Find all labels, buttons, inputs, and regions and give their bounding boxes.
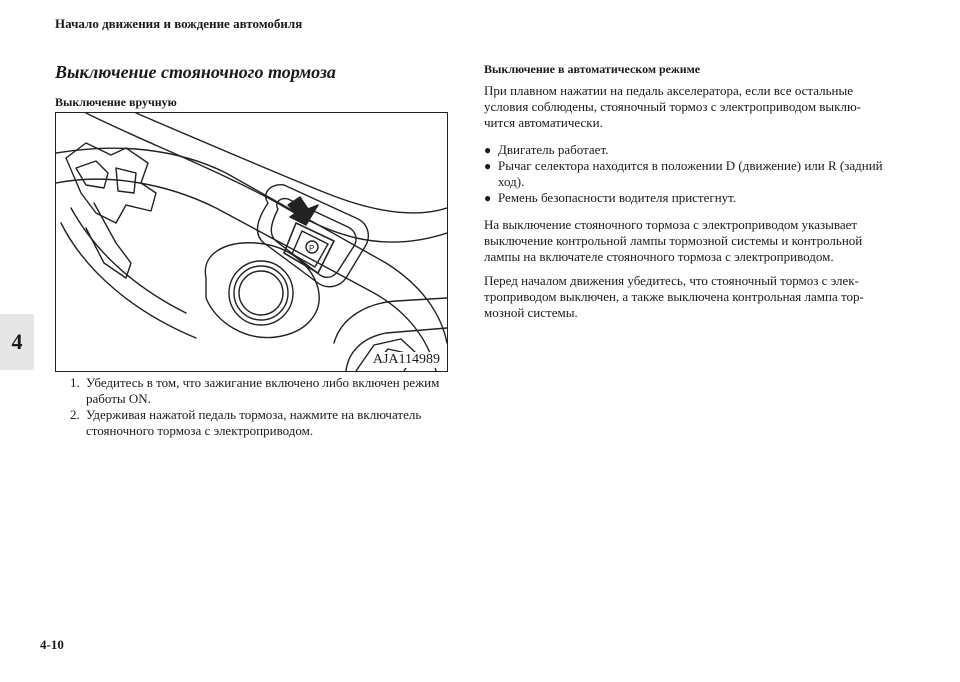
section-title: Выключение стояночного тормоза — [55, 62, 336, 82]
console-illustration — [56, 113, 447, 371]
manual-release-subheading: Выключение вручную — [55, 95, 177, 109]
manual-release-steps — [70, 375, 450, 439]
bullet-icon: ● — [484, 191, 492, 205]
step-text: Удерживая нажатой педаль тормоза, нажмите на включатель стояночного тормоза с электроприводом. — [86, 407, 422, 438]
page-number: 4-10 — [40, 637, 64, 652]
bullet-icon: ● — [484, 159, 492, 173]
before-driving-paragraph: Перед началом движения убедитесь, что стояночный тормоз с элек-троприводом выключен, а также выключена контрольная лампа тор-мозной системы. — [484, 273, 864, 320]
list-item — [484, 158, 884, 190]
indicator-paragraph: На выключение стояночного тормоза с электроприводом указывает выключение контрольной лампы тормозной системы и контрольной лампы на включателе стояночного тормоза с электроприводом. — [484, 217, 863, 264]
svg-text:P: P — [309, 244, 315, 253]
auto-release-intro: При плавном нажатии на педаль акселератора, если все остальные условия соблюдены, стояночный тормоз с электроприводом выклю-чится автоматически. — [484, 83, 862, 130]
bullet-icon: ● — [484, 143, 492, 157]
bullet-text: Двигатель работает. — [498, 142, 609, 157]
bullet-text: Рычаг селектора находится в положении D (движение) или R (задний ход). — [498, 158, 883, 189]
chapter-number: 4 — [11, 329, 23, 354]
step-text: Убедитесь в том, что зажигание включено либо включен режим работы ON. — [86, 375, 440, 406]
list-item — [70, 375, 450, 407]
chapter-tab — [0, 314, 34, 370]
auto-release-subheading: Выключение в автоматическом режиме — [484, 62, 701, 76]
conditions-list — [484, 142, 884, 206]
step-number: 2. — [70, 407, 80, 422]
parking-brake-switch-figure — [55, 112, 448, 372]
bullet-text: Ремень безопасности водителя пристегнут. — [498, 190, 737, 205]
running-header: Начало движения и вождение автомобиля — [55, 16, 303, 31]
figure-code: AJA114989 — [372, 352, 440, 367]
list-item — [70, 407, 450, 439]
step-number: 1. — [70, 375, 80, 390]
list-item — [484, 190, 884, 206]
list-item — [484, 142, 884, 158]
